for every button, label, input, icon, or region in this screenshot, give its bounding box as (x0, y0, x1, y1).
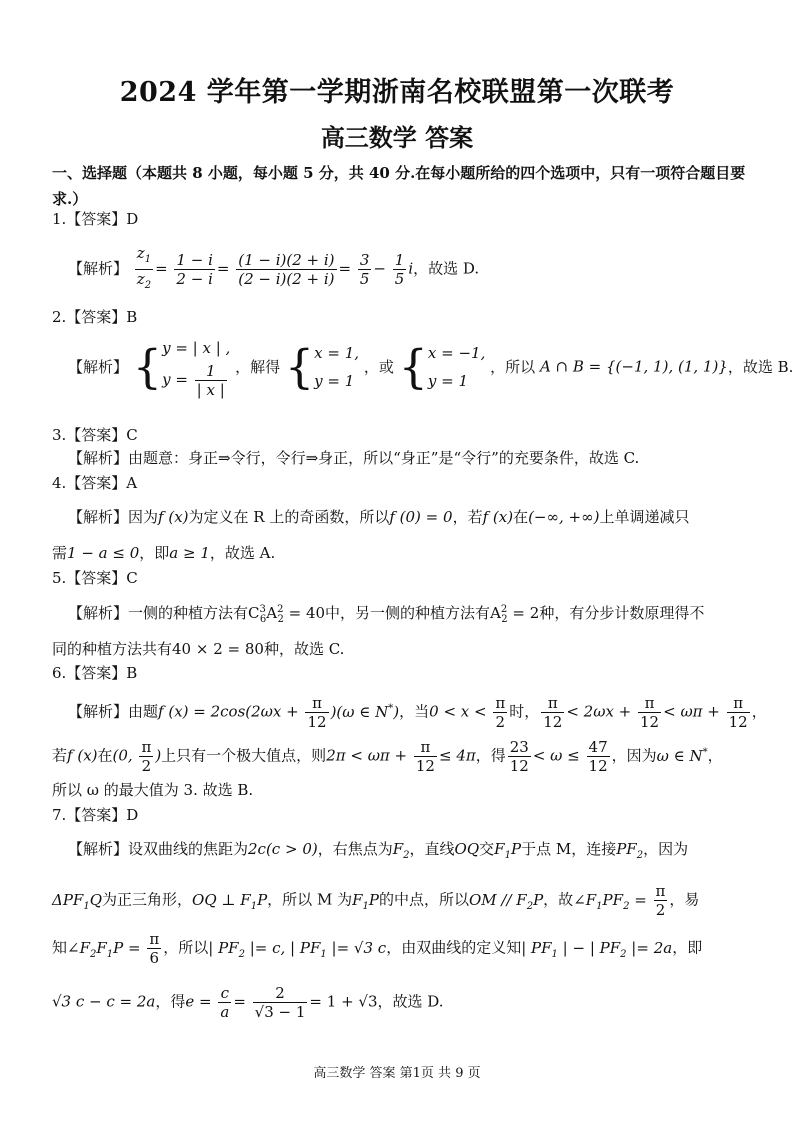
q7-solution-line4: √3 c − c = 2a，得e = $\frac{c}{a}$ = $\frac{2}{√3 - 1}$ = 1 + √3，故选 D. (52, 984, 444, 1021)
q7-solution-line2: $\Delta PF_1Q$为正三角形，OQ ⊥ $F_1P$，所以 M 为$F_1P$的中点，所以OM // $F_2P$，故$\angle F_1PF_2$ = $\frac{\pi}{2}$ ，易 (52, 882, 700, 919)
q6-solution-line1: 【解析】由题f (x) = 2cos(2ωx + $\frac{\pi}{12}$ )(ω ∈ N*)，当0 < x < $\frac{\pi}{2}$ 时， $\frac{\pi}{12}$ < 2ωx + $\frac{\pi}{12}$ < ωπ + $\frac{\pi}{12}$ ， (68, 694, 767, 731)
q3-solution: 【解析】由题意：身正⇒令行，令行⇒身正，所以“身正”是“令行”的充要条件，故选 C. (68, 449, 640, 467)
q4-answer: 4.【答案】A (52, 474, 138, 492)
q1-answer: 1.【答案】D (52, 210, 139, 228)
q2-answer: 2.【答案】B (52, 308, 138, 326)
q7-solution-line1: 【解析】设双曲线的焦距为2c(c > 0)，右焦点为$F_2$，直线OQ交$F_1P$于点 M，连接$PF_2$，因为 (68, 840, 689, 861)
page-title: 2024 学年第一学期浙南名校联盟第一次联考 (119, 77, 675, 108)
q7-solution-line3: 知$\angle F_2F_1P$ = $\frac{\pi}{6}$ ，所以| $PF_2$ |= c, | $PF_1$ |= √3 c，由双曲线的定义知| $PF_1$ | − | $PF_2$ |= 2a，即 (52, 930, 703, 967)
q1-solution: 【解析】 $\frac{z_1}{z_2}$ = $\frac{1 - i}{2 - i}$ = $\frac{(1 - i)(2 + i)}{(2 - i)(2 + i)}$ = $\frac{3}{5}$ − $\frac{1}{5}$ i，故选 D. (68, 244, 480, 291)
page-subtitle: 高三数学 答案 (320, 123, 474, 152)
q6-solution-line2: 若f (x)在(0, $\frac{\pi}{2}$ )上只有一个极大值点，则2π < ωπ + $\frac{\pi}{12}$ ≤ 4π，得 $\frac{23}{12}$ < ω ≤ $\frac{47}{12}$ ，因为ω ∈ N*， (52, 738, 723, 775)
q5-solution-line2: 同的种植方法共有40 × 2 = 80种，故选 C. (52, 640, 345, 658)
q3-answer: 3.【答案】C (52, 426, 138, 444)
q6-answer: 6.【答案】B (52, 664, 138, 682)
page-footer: 高三数学 答案 第1页 共 9 页 (313, 1066, 481, 1081)
q7-answer: 7.【答案】D (52, 806, 139, 824)
q5-answer: 5.【答案】C (52, 569, 138, 587)
q6-solution-line3: 所以 ω 的最大值为 3. 故选 B. (52, 781, 254, 799)
q4-solution-line1: 【解析】因为f (x)为定义在 R 上的奇函数，所以f (0) = 0，若f (x)在(−∞, +∞)上单调递减只 (68, 508, 690, 526)
q4-solution-line2: 需1 − a ≤ 0，即a ≥ 1，故选 A. (52, 544, 276, 562)
q2-solution: 【解析】 { y = | x | , y = $\frac{1}{| x |}$ ，解得 { x = 1, y = 1 ，或 { x = −1, y = 1 ，所以 A ∩ B = {(−1, 1), (1, 1)}，故选 B. (68, 339, 794, 399)
q5-solution-line1: 【解析】一侧的种植方法有$C^3_6A^2_2 = 40$中，另一侧的种植方法有$A^2_2 = 2$种，有分步计数原理得不 (68, 604, 705, 625)
section-heading: 一、选择题（本题共 8 小题，每小题 5 分，共 40 分.在每小题所给的四个选项中，只有一项符合题目要求.） (52, 164, 746, 208)
